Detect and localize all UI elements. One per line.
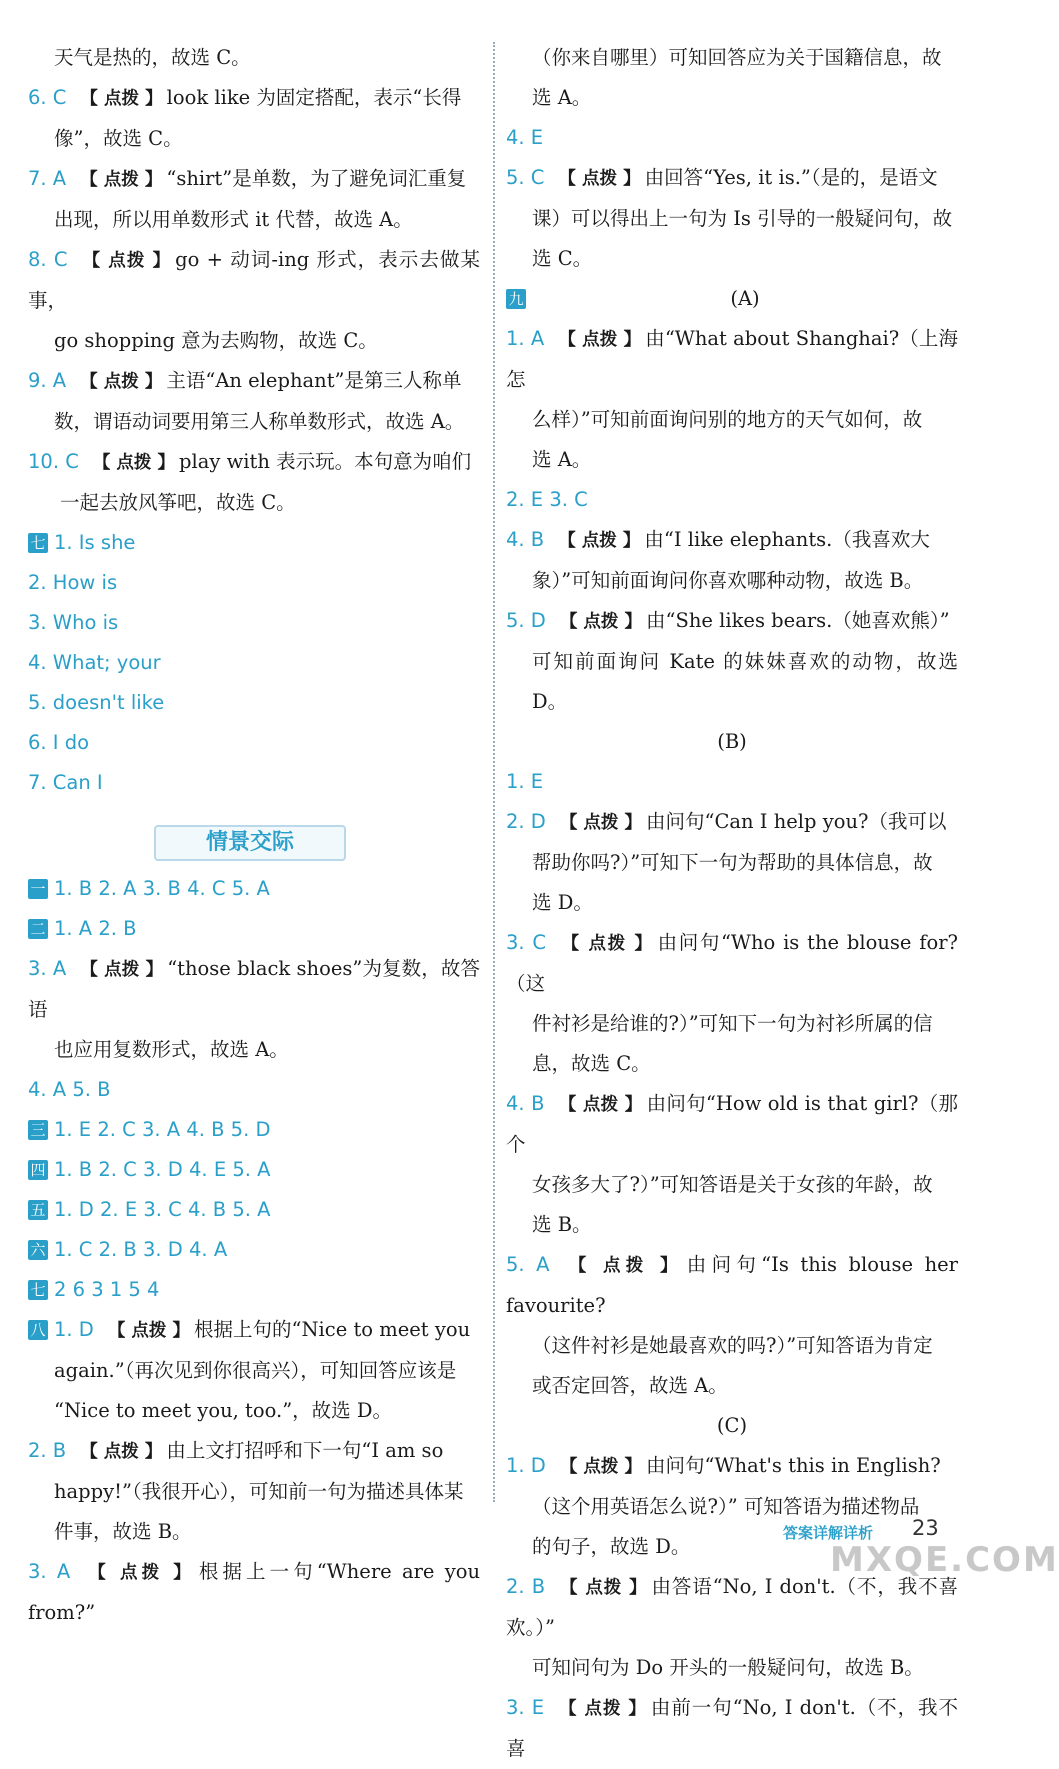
answer-text: （你来自哪里）可知回答应为关于国籍信息，故 [532,46,942,69]
answer-text: （这件衬衫是她最喜欢的吗?）”可知答语为肯定 [532,1334,933,1357]
answer-line: 7. Can I [28,771,103,794]
answer-line [506,1326,958,1366]
answer-line: 2. How is [28,571,118,594]
section-answers: 1. Is she [54,531,136,554]
answer-text: 选 A。 [532,448,592,471]
section-answers: 2 6 3 1 5 4 [54,1278,160,1301]
answer-text: 由前一句“No, I don't.（不，我不喜 [506,1696,959,1760]
answer-number: 1. E [506,770,544,793]
hint-label: 【 点拨 】 [559,813,643,833]
answer-line [506,1487,958,1527]
hint-label: 【 点拨 】 [80,372,163,392]
part-label: (B) [717,730,747,753]
hint-label: 【 点拨 】 [81,251,172,271]
answer-line [28,1552,480,1633]
answer-number: 1. D [506,1454,546,1477]
answer-number: 6. C [28,86,67,109]
answer-text: play with 表示玩。本句意为咱们 [179,450,472,473]
section-answer-row [28,1110,480,1150]
answer-text: 根据上句的“Nice to meet you [194,1318,471,1341]
answer-line [28,200,480,240]
answer-line [28,321,480,361]
answer-number: 1. D [54,1318,94,1341]
answer-text: 选 C。 [532,247,593,270]
answer-line [506,319,958,400]
answer-line [28,78,480,119]
hint-label: 【 点拨 】 [558,169,641,189]
section-banner: 情景交际 [154,825,346,861]
part-heading [506,279,958,319]
answer-number: 5. C [506,166,545,189]
answer-text: 根据上一句“Where are you from?” [28,1560,481,1624]
answer-text: 由“What about Shanghai?（上海怎 [506,327,959,391]
answer-line [506,561,958,601]
answer-number: 9. A [28,369,67,392]
answer-text: “those black shoes”为复数，故答语 [28,957,480,1021]
answer-line [506,38,958,78]
answer-text: 像”，故选 C。 [54,127,183,150]
section-badge: 四 [28,1160,48,1180]
section-answers: 1. B 2. C 3. D 4. E 5. A [54,1158,271,1181]
answer-number: 5. D [506,609,546,632]
answer-text: 一起去放风筝吧，故选 C。 [60,491,296,514]
answer-line [28,949,480,1030]
hint-label: 【 点拨 】 [560,934,654,954]
answer-line [28,159,480,200]
answer-text: 女孩多大了?）”可知答语是关于女孩的年龄，故 [532,1173,933,1196]
answer-line [506,400,958,440]
answer-line [506,520,958,561]
answer-line [506,199,958,239]
answer-number: 2. D [506,810,546,833]
answer-number: 10. C [28,450,79,473]
answer-number: 2. E 3. C [506,488,588,511]
answer-text: 选 A。 [532,86,592,109]
answer-number: 2. B [28,1439,67,1462]
section-badge: 五 [28,1200,48,1220]
hint-label: 【 点拨 】 [80,1442,163,1462]
answer-line [506,1205,958,1245]
hint-label: 【 点拨 】 [92,453,176,473]
watermark: MXQE.COM [830,1540,1059,1580]
answer-text: “shirt”是单数，为了避免词汇重复 [166,167,467,190]
answer-number: 3. E [506,1696,545,1719]
section-badge: 六 [28,1240,48,1260]
section-answer-row [28,1150,480,1190]
answer-text: 也应用复数形式，故选 A。 [54,1038,289,1061]
answer-line [28,402,480,442]
answer-line [506,923,958,1004]
answer-text: 由问句“Who is the blouse for?（这 [506,931,958,995]
answer-line [506,1366,958,1406]
answer-line [506,1165,958,1205]
section-answer-row [28,523,480,563]
answer-number: 3. A [28,957,67,980]
answer-line: 4. A 5. B [28,1078,111,1101]
answer-line [506,118,958,158]
answer-line [506,1446,958,1487]
answer-text: 帮助你吗?）”可知下一句为帮助的具体信息，故 [532,851,933,874]
answer-line [28,1310,480,1351]
answer-line: 4. What; your [28,651,161,674]
answer-text: 由问句“How old is that girl?（那个 [506,1092,959,1156]
answer-line [28,1512,480,1552]
answer-line [506,762,958,802]
answer-line [28,38,480,78]
answer-line: 5. doesn't like [28,691,165,714]
answer-text: 息，故选 C。 [532,1052,651,1075]
answer-number: 4. E [506,126,544,149]
answer-line [506,1004,958,1044]
answer-line [506,1044,958,1084]
section-badge: 三 [28,1120,48,1140]
column-divider [493,42,495,1502]
answer-number: 4. B [506,528,545,551]
answer-text: 出现，所以用单数形式 it 代替，故选 A。 [54,208,413,231]
answer-line: 3. Who is [28,611,119,634]
answer-line [506,883,958,923]
answer-text: 或否定回答，故选 A。 [532,1374,728,1397]
part-label: (A) [730,287,760,310]
answer-text: 选 B。 [532,1213,592,1236]
section-answer-row [28,909,480,949]
answer-text: 由“She likes bears.（她喜欢熊）” [646,609,950,632]
answer-text: 象）”可知前面询问你喜欢哪种动物，故选 B。 [532,569,924,592]
section-answer-row [28,1190,480,1230]
answer-line [28,240,480,321]
answer-line [506,601,958,642]
answer-text: again.”（再次见到你很高兴），可知回答应该是 [54,1359,457,1382]
answer-line [506,480,958,520]
section-answers: 1. E 2. C 3. A 4. B 5. D [54,1118,271,1141]
footer-label: 答案详解详析 [783,1524,874,1542]
answer-text: “Nice to meet you, too.”，故选 D。 [54,1399,392,1422]
section-answers: 1. D 2. E 3. C 4. B 5. A [54,1198,271,1221]
answer-line [506,642,958,722]
answer-text: 由答语“No, I don't.（不，我不喜欢。）” [506,1575,959,1639]
answer-line [28,1351,480,1391]
answer-line [28,483,480,523]
answer-text: 由“I like elephants.（我喜欢大 [644,528,930,551]
answer-text: 可知问句为 Do 开头的一般疑问句，故选 B。 [532,1656,924,1679]
page-number: 23 [912,1516,939,1540]
answer-text: 由问句“Is this blouse her favourite? [506,1253,958,1317]
answer-line [506,1084,958,1165]
answer-line [28,361,480,402]
answer-line [506,440,958,480]
section-badge: 九 [506,289,526,309]
answer-text: 由回答“Yes, it is.”（是的，是语文 [644,166,938,189]
answer-number: 3. C [506,931,547,954]
section-badge: 八 [28,1320,48,1340]
answer-line [506,802,958,843]
right-column [506,38,958,1769]
answer-line [28,1431,480,1472]
answer-text: 的句子，故选 D。 [532,1535,691,1558]
answer-line: 6. I do [28,731,90,754]
hint-label: 【 点拨 】 [558,1095,643,1115]
hint-label: 【 点拨 】 [80,170,163,190]
section-badge: 二 [28,919,48,939]
answer-text: 件衬衫是给谁的?）”可知下一句为衬衫所属的信 [532,1012,933,1035]
section-badge: 一 [28,879,48,899]
section-answers: 1. C 2. B 3. D 4. A [54,1238,228,1261]
answer-text: 由上文打招呼和下一句“I am so [166,1439,444,1462]
section-answers: 1. A 2. B [54,917,137,940]
section-answer-row [28,869,480,909]
answer-line [506,1245,958,1326]
answer-text: happy!”（我很开心），可知前一句为描述具体某 [54,1480,464,1503]
hint-label: 【 点拨 】 [563,1256,683,1276]
section-badge: 七 [28,533,48,553]
hint-label: 【 点拨 】 [558,1699,647,1719]
hint-label: 【 点拨 】 [80,960,164,980]
hint-label: 【 点拨 】 [559,612,643,632]
answer-text: look like 为固定搭配，表示“长得 [166,86,462,109]
hint-label: 【 点拨 】 [559,1457,643,1477]
answer-number: 4. B [506,1092,545,1115]
answer-text: 天气是热的，故选 C。 [54,46,251,69]
answer-line [28,1030,480,1070]
hint-label: 【 点拨 】 [558,330,642,350]
section-answer-row [28,1230,480,1270]
answer-number: 2. B [506,1575,546,1598]
answer-line [506,158,958,199]
hint-label: 【 点拨 】 [558,531,641,551]
answer-text: 么样）”可知前面询问别的地方的天气如何，故 [532,408,923,431]
answer-text: （这个用英语怎么说?）” 可知答语为描述物品 [532,1495,920,1518]
hint-label: 【 点拨 】 [107,1321,191,1341]
answer-line [506,843,958,883]
answer-number: 5. A [506,1253,550,1276]
answer-number: 3. A [28,1560,71,1583]
hint-label: 【 点拨 】 [80,89,163,109]
answer-line [28,1391,480,1431]
answer-text: go shopping 意为去购物，故选 C。 [54,329,378,352]
answer-text: 课）可以得出上一句为 Is 引导的一般疑问句，故 [532,207,953,230]
answer-line [506,1688,958,1769]
answer-text: go + 动词-ing 形式，表示去做某事， [28,248,481,312]
hint-label: 【 点拨 】 [84,1563,195,1583]
section-answers: 1. B 2. A 3. B 4. C 5. A [54,877,270,900]
section-answer-row [28,1270,480,1310]
answer-line [28,119,480,159]
answer-line [506,78,958,118]
answer-line [506,239,958,279]
answer-number: 8. C [28,248,68,271]
answer-text: 由问句“What's this in English? [646,1454,941,1477]
answer-text: 件事，故选 B。 [54,1520,192,1543]
answer-line [506,1648,958,1688]
answer-line [28,442,480,483]
answer-number: 7. A [28,167,67,190]
answer-text: 选 D。 [532,891,593,914]
answer-number: 1. A [506,327,545,350]
section-badge: 七 [28,1280,48,1300]
hint-label: 【 点拨 】 [559,1578,648,1598]
answer-text: 由问句“Can I help you?（我可以 [646,810,947,833]
answer-line [28,1472,480,1512]
answer-text: 数，谓语动词要用第三人称单数形式，故选 A。 [54,410,465,433]
left-column [28,38,480,1633]
answer-text: 主语“An elephant”是第三人称单 [166,369,462,392]
answer-text: 可知前面询问 Kate 的妹妹喜欢的动物，故选 D。 [532,650,958,713]
part-label: (C) [716,1414,748,1437]
